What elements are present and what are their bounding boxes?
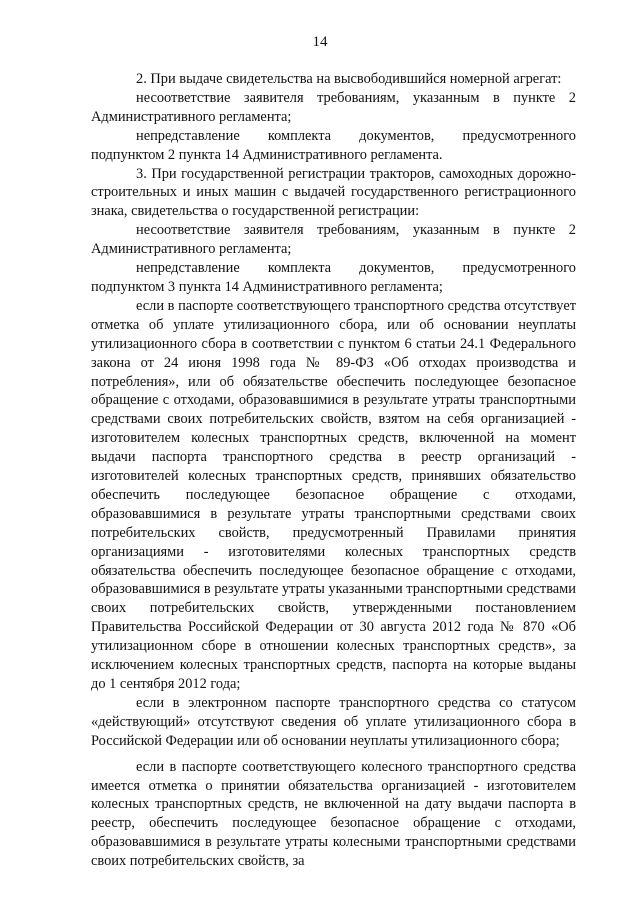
paragraph-electronic-passport: если в электронном паспорте транспортного средства со статусом «действующий» отсутствуют сведения об уплате утилизационного сбора в Российской Федерации или об основании неуплаты утилизационного сбора; [91,694,576,749]
paragraph-recycling-fee-passport: если в паспорте соответствующего транспортного средства отсутствует отметка об уплате утилизационного сбора, или об основании неуплаты утилизационного сбора в соответствии с пунктом 6 статьи 24.1 Федерального закона от 24 июня 1998 года № 89-ФЗ «Об отходах производства и потребления», или об обязательстве обеспечить последующее безопасное обращение с отходами, образовавшимися в результате утраты транспортными средствами своих потребительских свойств, взятом на себя организацией - изготовителем колесных транспортных средств, включенной на момент выдачи паспорта транспортного средства в реестр организаций - изготовителей колесных транспортных средств, принявших обязательство обеспечить последующее безопасное обращение с отходами, образовавшимися в результате утраты транспортными средствами своих потребительских свойств, предусмотренный Правилами принятия организациями - изготовителями колесных транспортных средств обязательства обеспечить последующее безопасное обращение с отходами, образовавшимися в результате утраты указанными транспортными средствами своих потребительских свойств, утвержденными постановлением Правительства Российской Федерации от 30 августа 2012 года № 870 «Об утилизационном сборе в отношении колесных транспортных средств», за исключением колесных транспортных средств, паспорта на которые выданы до 1 сентября 2012 года; [91,297,576,692]
paragraph-nonconformity-1: несоответствие заявителя требованиям, указанным в пункте 2 Административного регламента; [91,89,576,125]
page-number: 14 [312,34,328,50]
paragraph-item-3-heading: 3. При государственной регистрации тракторов, самоходных дорожно-строительных и иных машин с выдачей государственного регистрационного знака, свидетельства о государственной регистрации: [91,165,576,220]
paragraph-manufacturer-obligation: если в паспорте соответствующего колесного транспортного средства имеется отметка о принятии обязательства организацией - изготовителем колесных транспортных средств, не включенной на дату выдачи паспорта в реестр, обеспечить последующее безопасное обращение с отходами, образовавшимися в результате утраты колесными транспортными средствами своих потребительских свойств, за [91,758,576,870]
document-body [91,70,576,871]
paragraph-documents-2: непредставление комплекта документов, предусмотренного подпунктом 3 пункта 14 Административного регламента; [91,260,576,295]
paragraph-documents-1: непредставление комплекта документов, предусмотренного подпунктом 2 пункта 14 Административного регламента. [91,127,576,163]
paragraph-item-2-heading: 2. При выдаче свидетельства на высвободившийся номерной агрегат: [136,71,562,87]
paragraph-nonconformity-2: несоответствие заявителя требованиям, указанным в пункте 2 Административного регламента; [91,222,576,258]
